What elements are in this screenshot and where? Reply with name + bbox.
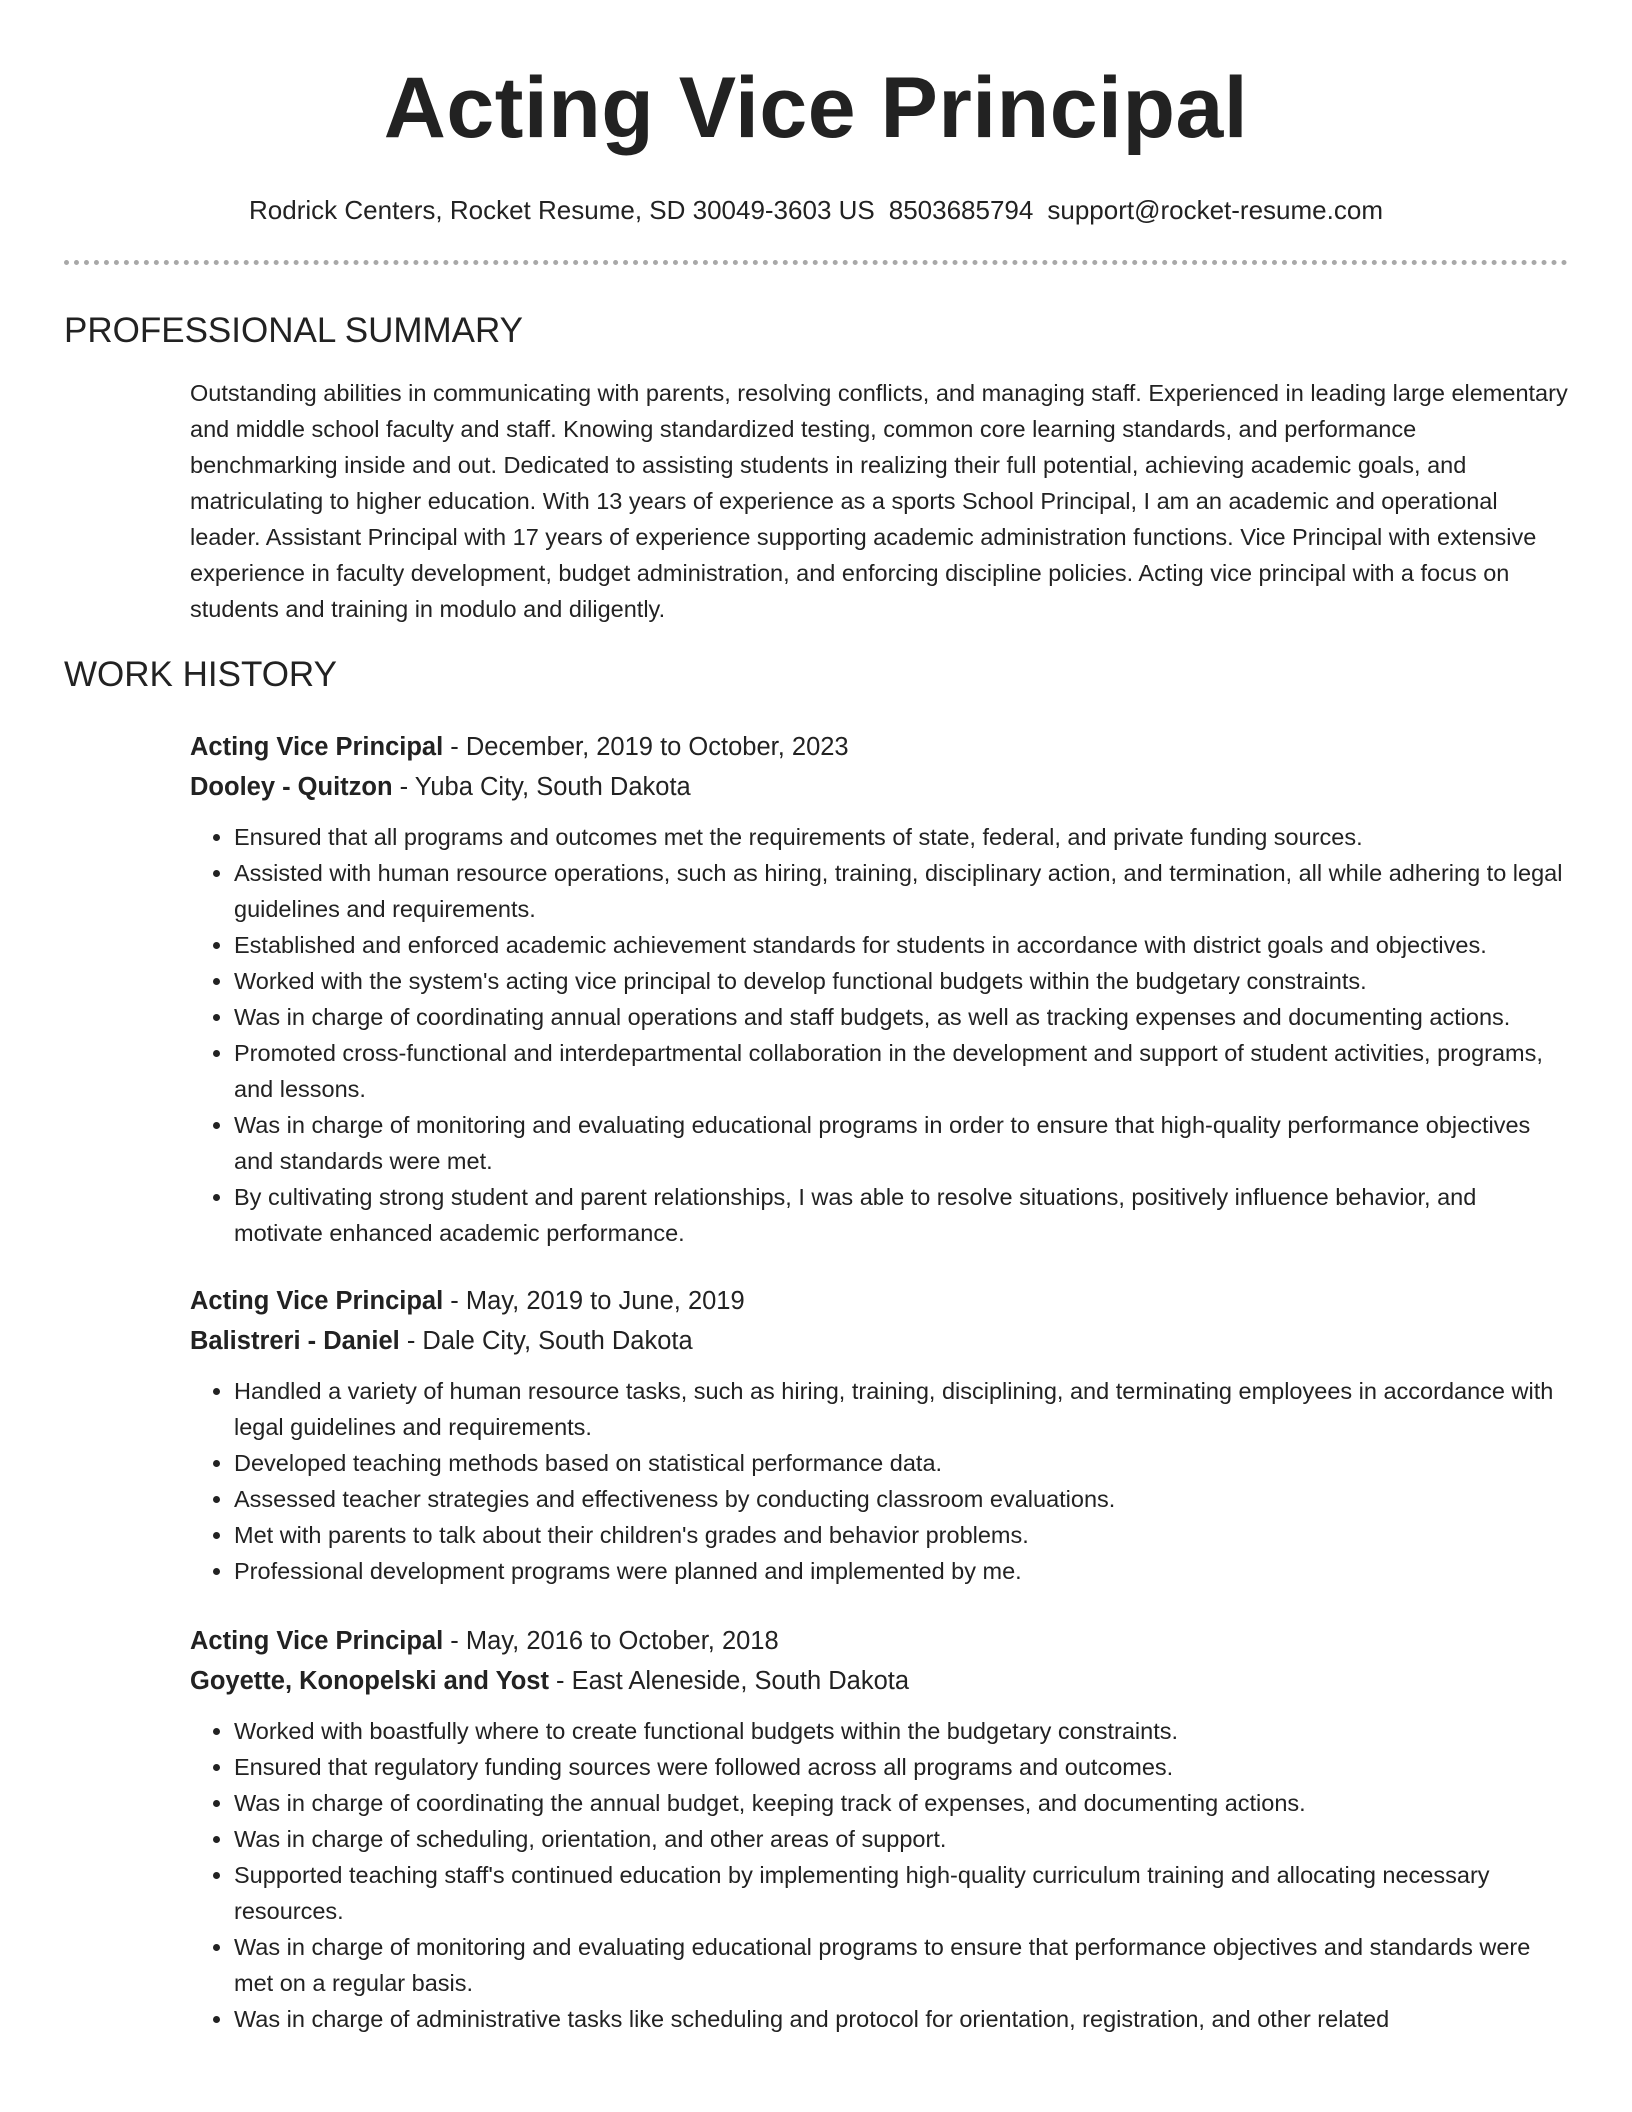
job-company: Balistreri - Daniel [190, 1327, 400, 1355]
job-title-line [190, 727, 1568, 767]
job-entry [190, 727, 1568, 1251]
job-bullet: • Was in charge of coordinating the annual budget, keeping track of expenses, and documenting actions. [234, 1785, 1568, 1821]
job-title-line [190, 1281, 1568, 1321]
job-bullet: • Was in charge of administrative tasks like scheduling and protocol for orientation, registration, and other related [234, 2001, 1568, 2037]
job-bullets [190, 819, 1568, 1251]
job-bullet: • Ensured that regulatory funding sources were followed across all programs and outcomes. [234, 1749, 1568, 1785]
job-title: Acting Vice Principal [190, 733, 444, 761]
job-entry [190, 1621, 1568, 2037]
job-bullets [190, 1373, 1568, 1589]
job-bullet: • Was in charge of scheduling, orientation, and other areas of support. [234, 1821, 1568, 1857]
job-bullet: • Ensured that all programs and outcomes met the requirements of state, federal, and private funding sources. [234, 819, 1568, 855]
job-bullet: • Met with parents to talk about their children's grades and behavior problems. [234, 1517, 1568, 1553]
job-bullets [190, 1713, 1568, 2037]
job-bullet: • Assessed teacher strategies and effectiveness by conducting classroom evaluations. [234, 1481, 1568, 1517]
job-company-line [190, 767, 1568, 807]
resume-title: Acting Vice Principal [383, 60, 1249, 156]
job-company: Goyette, Konopelski and Yost [190, 1667, 549, 1695]
contact-line [64, 194, 1568, 226]
job-title: Acting Vice Principal [190, 1627, 444, 1655]
job-bullet: • Promoted cross-functional and interdepartmental collaboration in the development and support of student activities, programs, and lessons. [234, 1035, 1568, 1107]
header-divider [64, 260, 1568, 265]
job-bullet: • Worked with boastfully where to create functional budgets within the budgetary constraints. [234, 1713, 1568, 1749]
job-dates: - December, 2019 to October, 2023 [443, 733, 849, 761]
job-company-line [190, 1661, 1568, 1701]
job-bullet: • Developed teaching methods based on statistical performance data. [234, 1445, 1568, 1481]
job-bullet: • Was in charge of coordinating annual operations and staff budgets, as well as tracking expenses and documenting actions. [234, 999, 1568, 1035]
job-entry [190, 1281, 1568, 1589]
job-dates: - May, 2016 to October, 2018 [443, 1627, 779, 1655]
contact-email: support@rocket-resume.com [1047, 195, 1383, 225]
job-company: Dooley - Quitzon [190, 773, 393, 801]
job-bullet: • Was in charge of monitoring and evaluating educational programs to ensure that performance objectives and standards were met on a regular basis. [234, 1929, 1568, 2001]
contact-phone: 8503685794 [888, 195, 1034, 225]
job-company-line [190, 1321, 1568, 1361]
summary-heading: PROFESSIONAL SUMMARY [64, 311, 523, 350]
job-bullet: • By cultivating strong student and parent relationships, I was able to resolve situations, positively influence behavior, and motivate enhanced academic performance. [234, 1179, 1568, 1251]
job-bullet: • Worked with the system's acting vice principal to develop functional budgets within the budgetary constraints. [234, 963, 1568, 999]
job-bullet: • Handled a variety of human resource tasks, such as hiring, training, disciplining, and terminating employees in accordance with legal guidelines and requirements. [234, 1373, 1568, 1445]
job-bullet: • Established and enforced academic achievement standards for students in accordance with district goals and objectives. [234, 927, 1568, 963]
job-title-line [190, 1621, 1568, 1661]
job-bullet: • Supported teaching staff's continued education by implementing high-quality curriculum training and allocating necessary resources. [234, 1857, 1568, 1929]
summary-text: Outstanding abilities in communicating with parents, resolving conflicts, and managing staff. Experienced in leading large elementary and middle school faculty and staff. Knowing standardized testing, common core learning standards, and performance benchmarking inside and out. Dedicated to assisting students in realizing their full potential, achieving academic goals, and matriculating to higher education. With 13 years of experience as a sports School Principal, I am an academic and operational leader. Assistant Principal with 17 years of experience supporting academic administration functions. Vice Principal with extensive experience in faculty development, budget administration, and enforcing discipline policies. Acting vice principal with a focus on students and training in modulo and diligently. [190, 380, 1568, 622]
job-location: - Yuba City, South Dakota [392, 773, 691, 801]
contact-address: Rodrick Centers, Rocket Resume, SD 30049-3603 US [249, 195, 875, 225]
work-history-heading: WORK HISTORY [64, 655, 337, 694]
job-bullet: • Assisted with human resource operations, such as hiring, training, disciplinary action, and termination, all while adhering to legal guidelines and requirements. [234, 855, 1568, 927]
job-location: - East Aleneside, South Dakota [548, 1667, 910, 1695]
job-dates: - May, 2019 to June, 2019 [443, 1287, 745, 1315]
job-bullet: • Was in charge of monitoring and evaluating educational programs in order to ensure that high-quality performance objectives and standards were met. [234, 1107, 1568, 1179]
job-title: Acting Vice Principal [190, 1287, 444, 1315]
job-bullet: • Professional development programs were planned and implemented by me. [234, 1553, 1568, 1589]
job-location: - Dale City, South Dakota [399, 1327, 693, 1355]
